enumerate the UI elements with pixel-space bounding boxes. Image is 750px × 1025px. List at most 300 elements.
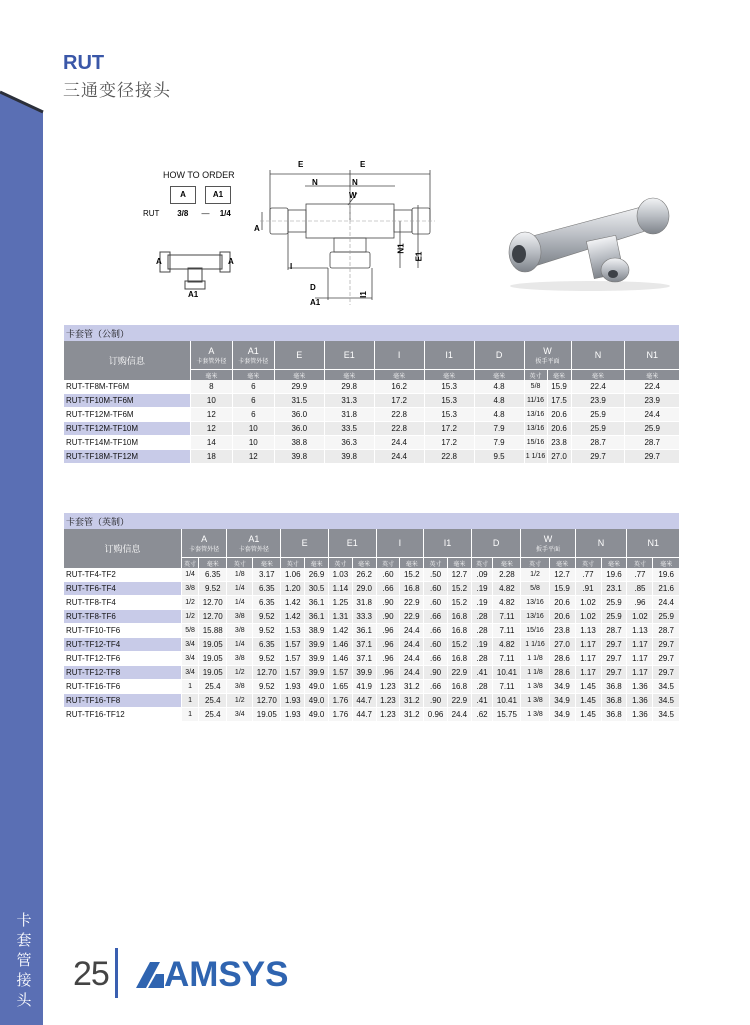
value-cell: 49.0: [305, 708, 329, 722]
col-n: N: [575, 529, 627, 558]
order-code-cell: RUT-TF12M-TF6M: [64, 408, 191, 422]
value-cell: .50: [424, 568, 448, 582]
table-row: [64, 436, 680, 450]
value-cell: 10.41: [493, 666, 521, 680]
value-cell: 1.76: [328, 708, 352, 722]
value-cell: 22.9: [447, 694, 471, 708]
value-cell: 31.8: [324, 408, 374, 422]
unit-cell: 毫米: [601, 558, 627, 569]
value-cell: 1.23: [376, 694, 400, 708]
value-cell: 5/8: [181, 624, 198, 638]
value-cell: 15.2: [447, 582, 471, 596]
value-cell: 1.42: [328, 624, 352, 638]
value-cell: 36.1: [352, 624, 376, 638]
value-cell: 19.6: [601, 568, 627, 582]
value-cell: 1.20: [281, 582, 305, 596]
col-e1: E1: [324, 341, 374, 370]
value-cell: 29.8: [324, 380, 374, 394]
value-cell: .91: [575, 582, 601, 596]
value-cell: 1 1/16: [521, 638, 549, 652]
value-cell: 19.6: [653, 568, 679, 582]
value-cell: 1.76: [328, 694, 352, 708]
col-i1: I1: [424, 529, 472, 558]
value-cell: 1.02: [627, 610, 653, 624]
value-cell: .77: [575, 568, 601, 582]
value-cell: 0.96: [424, 708, 448, 722]
value-cell: 39.9: [352, 666, 376, 680]
value-cell: 1 3/8: [521, 708, 549, 722]
value-cell: 1.17: [575, 652, 601, 666]
value-cell: 15.3: [424, 408, 474, 422]
unit-cell: 毫米: [232, 370, 274, 381]
order-code-cell: RUT-TF14M-TF10M: [64, 436, 191, 450]
value-cell: 39.9: [305, 666, 329, 680]
value-cell: 31.2: [400, 680, 424, 694]
side-color-bar: [0, 0, 43, 1025]
table-row: [64, 380, 680, 394]
value-cell: .66: [424, 680, 448, 694]
unit-cell: 毫米: [571, 370, 625, 381]
value-cell: 1.42: [281, 596, 305, 610]
value-cell: 22.4: [625, 380, 679, 394]
value-cell: 7.11: [493, 624, 521, 638]
unit-cell: 毫米: [324, 370, 374, 381]
metric-spec-table: [63, 325, 679, 464]
value-cell: 15.2: [447, 596, 471, 610]
value-cell: 3/4: [227, 708, 253, 722]
unit-cell: 毫米: [653, 558, 679, 569]
unit-cell: 英寸: [575, 558, 601, 569]
schematic-label-a1: A1: [188, 290, 199, 299]
value-cell: 1.23: [376, 708, 400, 722]
value-cell: 27.0: [549, 638, 575, 652]
order-code-cell: RUT-TF4-TF2: [64, 568, 182, 582]
value-cell: 1: [181, 680, 198, 694]
col-w: W 扳手平面: [524, 341, 571, 370]
unit-cell: 英寸: [521, 558, 549, 569]
value-cell: 28.6: [549, 652, 575, 666]
order-code-cell: RUT-TF10-TF6: [64, 624, 182, 638]
dim-label-i: I: [290, 262, 293, 271]
value-cell: .41: [471, 666, 493, 680]
value-cell: 3/8: [181, 582, 198, 596]
value-cell: 1.46: [328, 652, 352, 666]
unit-cell: 英寸: [471, 558, 493, 569]
value-cell: .19: [471, 596, 493, 610]
value-cell: 9.52: [253, 624, 281, 638]
value-cell: 44.7: [352, 708, 376, 722]
unit-cell: 毫米: [547, 370, 571, 381]
value-cell: 7.11: [493, 680, 521, 694]
side-category-label: 卡套管接头: [16, 911, 32, 1009]
dim-label-e-left: E: [298, 160, 304, 169]
dim-label-n1: N1: [396, 243, 406, 254]
value-cell: 1 1/8: [521, 652, 549, 666]
unit-cell: 英寸: [328, 558, 352, 569]
value-cell: 31.2: [400, 708, 424, 722]
value-cell: 15.2: [400, 568, 424, 582]
value-cell: 34.9: [549, 708, 575, 722]
value-cell: 25.9: [625, 422, 679, 436]
order-code-cell: RUT-TF12M-TF10M: [64, 422, 191, 436]
value-cell: 1 1/16: [524, 450, 547, 464]
value-cell: 1.93: [281, 708, 305, 722]
value-cell: 24.4: [400, 666, 424, 680]
value-cell: 3/8: [227, 652, 253, 666]
value-cell: .60: [424, 638, 448, 652]
value-cell: 3/8: [227, 610, 253, 624]
value-cell: .85: [627, 582, 653, 596]
value-cell: .90: [424, 694, 448, 708]
value-cell: 34.5: [653, 708, 679, 722]
value-cell: 25.9: [601, 596, 627, 610]
value-cell: 12.70: [253, 666, 281, 680]
order-code-cell: RUT-TF8-TF4: [64, 596, 182, 610]
value-cell: 29.7: [653, 666, 679, 680]
value-cell: 1.36: [627, 694, 653, 708]
order-code-cell: RUT-TF12-TF8: [64, 666, 182, 680]
value-cell: 16.8: [400, 582, 424, 596]
value-cell: .96: [627, 596, 653, 610]
value-cell: 3.17: [253, 568, 281, 582]
unit-cell: 英寸: [524, 370, 547, 381]
order-code-cell: RUT-TF16-TF6: [64, 680, 182, 694]
metric-caption: 卡套管（公制）: [64, 325, 680, 341]
product-photo: [495, 188, 685, 293]
value-cell: 22.8: [424, 450, 474, 464]
value-cell: 1.13: [627, 624, 653, 638]
unit-cell: 毫米: [493, 558, 521, 569]
unit-cell: 英寸: [281, 558, 305, 569]
col-a1: A1 卡套管外径: [227, 529, 281, 558]
unit-cell: 毫米: [625, 370, 679, 381]
brand-logo-icon: [130, 958, 164, 992]
table-row: [64, 610, 680, 624]
value-cell: 15.3: [424, 394, 474, 408]
value-cell: 13/16: [521, 596, 549, 610]
value-cell: 29.7: [601, 652, 627, 666]
order-code-example: [143, 209, 231, 218]
value-cell: 12.70: [199, 610, 227, 624]
value-cell: 1/2: [181, 610, 198, 624]
value-cell: 31.5: [274, 394, 324, 408]
value-cell: 20.6: [547, 422, 571, 436]
value-cell: 9.52: [253, 680, 281, 694]
order-box-a: A: [170, 186, 196, 204]
order-code-cell: RUT-TF18M-TF12M: [64, 450, 191, 464]
value-cell: 1.13: [575, 624, 601, 638]
value-cell: 36.3: [324, 436, 374, 450]
value-cell: 1.02: [575, 610, 601, 624]
product-name-subtitle: 三通变径接头: [63, 81, 171, 101]
value-cell: 24.4: [400, 624, 424, 638]
table-row: [64, 708, 680, 722]
value-cell: .90: [424, 666, 448, 680]
value-cell: 34.5: [653, 680, 679, 694]
table-row: [64, 666, 680, 680]
value-cell: 30.5: [305, 582, 329, 596]
unit-cell: 毫米: [424, 370, 474, 381]
value-cell: 22.4: [571, 380, 625, 394]
value-cell: 15.88: [199, 624, 227, 638]
value-cell: 36.8: [601, 680, 627, 694]
page-number: 25: [73, 955, 109, 993]
value-cell: 1.31: [328, 610, 352, 624]
col-i1: I1: [424, 341, 474, 370]
table-row: [64, 450, 680, 464]
value-cell: 15.9: [547, 380, 571, 394]
col-d: D: [471, 529, 521, 558]
schematic-label-a-left: A: [156, 257, 162, 266]
unit-cell: 毫米: [352, 558, 376, 569]
value-cell: 1.06: [281, 568, 305, 582]
value-cell: 4.82: [493, 638, 521, 652]
order-code-cell: RUT-TF16-TF8: [64, 694, 182, 708]
value-cell: 7.11: [493, 610, 521, 624]
value-cell: 25.9: [571, 408, 625, 422]
value-cell: 19.05: [199, 652, 227, 666]
table-row: [64, 394, 680, 408]
value-cell: 1/4: [227, 596, 253, 610]
how-to-order-title: HOW TO ORDER: [163, 170, 235, 180]
value-cell: 17.2: [424, 422, 474, 436]
value-cell: 16.8: [447, 610, 471, 624]
col-order-info: 订购信息: [64, 341, 191, 380]
unit-cell: 毫米: [199, 558, 227, 569]
value-cell: 19.05: [199, 666, 227, 680]
value-cell: 1.25: [328, 596, 352, 610]
value-cell: 11/16: [524, 394, 547, 408]
value-cell: 21.6: [653, 582, 679, 596]
order-box-a1: A1: [205, 186, 231, 204]
value-cell: 15.3: [424, 380, 474, 394]
value-cell: 4.82: [493, 582, 521, 596]
value-cell: 3/4: [181, 666, 198, 680]
unit-cell: 英寸: [376, 558, 400, 569]
unit-cell: 毫米: [474, 370, 524, 381]
value-cell: 4.8: [474, 394, 524, 408]
value-cell: .28: [471, 652, 493, 666]
value-cell: 4.8: [474, 380, 524, 394]
value-cell: 1.45: [575, 694, 601, 708]
imperial-caption: 卡套管（英制）: [64, 513, 680, 529]
value-cell: 1.17: [575, 666, 601, 680]
dim-label-w: W: [349, 191, 357, 200]
value-cell: 16.8: [447, 624, 471, 638]
value-cell: 1.93: [281, 680, 305, 694]
value-cell: 1.57: [281, 666, 305, 680]
order-dash: —: [201, 209, 210, 218]
order-code-cell: RUT-TF8M-TF6M: [64, 380, 191, 394]
value-cell: 1.45: [575, 708, 601, 722]
value-cell: .66: [424, 610, 448, 624]
table-row: [64, 624, 680, 638]
value-cell: 12.7: [549, 568, 575, 582]
order-size-a: 3/8: [177, 209, 189, 218]
value-cell: 1.17: [627, 638, 653, 652]
value-cell: 1.53: [281, 624, 305, 638]
value-cell: 29.7: [625, 450, 679, 464]
value-cell: 38.8: [274, 436, 324, 450]
order-size-a1: 1/4: [219, 209, 231, 218]
order-prefix: RUT: [143, 209, 160, 218]
col-a: A 卡套管外径: [181, 529, 226, 558]
value-cell: 25.4: [199, 694, 227, 708]
unit-cell: 毫米: [447, 558, 471, 569]
value-cell: 6: [232, 380, 274, 394]
value-cell: 1/4: [227, 638, 253, 652]
value-cell: 1: [181, 694, 198, 708]
value-cell: 25.4: [199, 708, 227, 722]
value-cell: 36.1: [305, 610, 329, 624]
unit-cell: 毫米: [253, 558, 281, 569]
unit-cell: 毫米: [305, 558, 329, 569]
value-cell: 36.1: [305, 596, 329, 610]
value-cell: 10.41: [493, 694, 521, 708]
unit-cell: 英寸: [627, 558, 653, 569]
value-cell: 6.35: [253, 582, 281, 596]
value-cell: 31.2: [400, 694, 424, 708]
value-cell: 1/4: [181, 568, 198, 582]
value-cell: 20.6: [549, 596, 575, 610]
value-cell: .19: [471, 582, 493, 596]
value-cell: 23.9: [625, 394, 679, 408]
order-code-cell: RUT-TF12-TF4: [64, 638, 182, 652]
value-cell: 1/4: [227, 582, 253, 596]
value-cell: 5/8: [521, 582, 549, 596]
col-i: I: [376, 529, 424, 558]
value-cell: 24.4: [400, 652, 424, 666]
value-cell: .96: [376, 638, 400, 652]
value-cell: 1.17: [575, 638, 601, 652]
value-cell: 28.6: [549, 666, 575, 680]
value-cell: 33.5: [324, 422, 374, 436]
value-cell: 6: [232, 408, 274, 422]
value-cell: 7.9: [474, 422, 524, 436]
value-cell: 34.9: [549, 694, 575, 708]
value-cell: 1 3/8: [521, 694, 549, 708]
imperial-spec-table: [63, 513, 679, 722]
value-cell: 24.4: [374, 436, 424, 450]
value-cell: 23.8: [549, 624, 575, 638]
value-cell: 34.5: [653, 694, 679, 708]
unit-cell: 英寸: [181, 558, 198, 569]
dim-label-i1: I1: [358, 291, 368, 298]
table-row: [64, 408, 680, 422]
value-cell: 1.57: [328, 666, 352, 680]
dim-label-d: D: [310, 283, 316, 292]
value-cell: 17.5: [547, 394, 571, 408]
value-cell: 9.52: [199, 582, 227, 596]
value-cell: 1.93: [281, 694, 305, 708]
value-cell: .66: [376, 582, 400, 596]
value-cell: 39.9: [305, 638, 329, 652]
value-cell: 3/8: [227, 624, 253, 638]
value-cell: 1.23: [376, 680, 400, 694]
schematic-label-a-right: A: [228, 257, 234, 266]
value-cell: 31.8: [352, 596, 376, 610]
value-cell: 16.8: [447, 680, 471, 694]
value-cell: 1.57: [281, 652, 305, 666]
col-n1: N1: [627, 529, 679, 558]
col-i: I: [374, 341, 424, 370]
value-cell: 16.8: [447, 652, 471, 666]
value-cell: 1/2: [521, 568, 549, 582]
product-code-title: RUT: [63, 52, 105, 74]
value-cell: 22.9: [400, 596, 424, 610]
value-cell: 1.17: [627, 652, 653, 666]
value-cell: .90: [376, 610, 400, 624]
value-cell: 31.3: [324, 394, 374, 408]
value-cell: 49.0: [305, 680, 329, 694]
value-cell: .28: [471, 680, 493, 694]
value-cell: 24.4: [625, 408, 679, 422]
value-cell: 6.35: [199, 568, 227, 582]
value-cell: 44.7: [352, 694, 376, 708]
value-cell: 9.52: [253, 610, 281, 624]
value-cell: 1.45: [575, 680, 601, 694]
value-cell: 10: [232, 422, 274, 436]
value-cell: 4.82: [493, 596, 521, 610]
value-cell: 17.2: [424, 436, 474, 450]
value-cell: 12: [190, 422, 232, 436]
value-cell: .09: [471, 568, 493, 582]
value-cell: 8: [190, 380, 232, 394]
dim-label-n-left: N: [312, 178, 318, 187]
col-e: E: [274, 341, 324, 370]
value-cell: 24.4: [400, 638, 424, 652]
col-n: N: [571, 341, 625, 370]
value-cell: 12.70: [199, 596, 227, 610]
value-cell: 25.4: [199, 680, 227, 694]
value-cell: .28: [471, 610, 493, 624]
value-cell: 9.52: [253, 652, 281, 666]
value-cell: 36.8: [601, 708, 627, 722]
value-cell: .77: [627, 568, 653, 582]
value-cell: .66: [424, 624, 448, 638]
value-cell: 1.46: [328, 638, 352, 652]
value-cell: 29.0: [352, 582, 376, 596]
col-w: W 扳手平面: [521, 529, 575, 558]
value-cell: 33.3: [352, 610, 376, 624]
value-cell: 3/4: [181, 638, 198, 652]
value-cell: .41: [471, 694, 493, 708]
value-cell: 37.1: [352, 652, 376, 666]
value-cell: 29.9: [274, 380, 324, 394]
unit-cell: 英寸: [424, 558, 448, 569]
value-cell: 24.4: [653, 596, 679, 610]
value-cell: 39.8: [324, 450, 374, 464]
value-cell: 14: [190, 436, 232, 450]
value-cell: .96: [376, 624, 400, 638]
value-cell: 3/4: [181, 652, 198, 666]
value-cell: 1 3/8: [521, 680, 549, 694]
value-cell: 1/2: [181, 596, 198, 610]
value-cell: 19.05: [199, 638, 227, 652]
unit-cell: 毫米: [190, 370, 232, 381]
value-cell: 17.2: [374, 394, 424, 408]
value-cell: 15.75: [493, 708, 521, 722]
footer-divider: [115, 948, 118, 998]
value-cell: 22.8: [374, 422, 424, 436]
value-cell: 1.02: [575, 596, 601, 610]
value-cell: 6: [232, 394, 274, 408]
value-cell: 1.17: [627, 666, 653, 680]
unit-cell: 毫米: [549, 558, 575, 569]
value-cell: 29.7: [571, 450, 625, 464]
value-cell: 1.36: [627, 708, 653, 722]
value-cell: 7.11: [493, 652, 521, 666]
